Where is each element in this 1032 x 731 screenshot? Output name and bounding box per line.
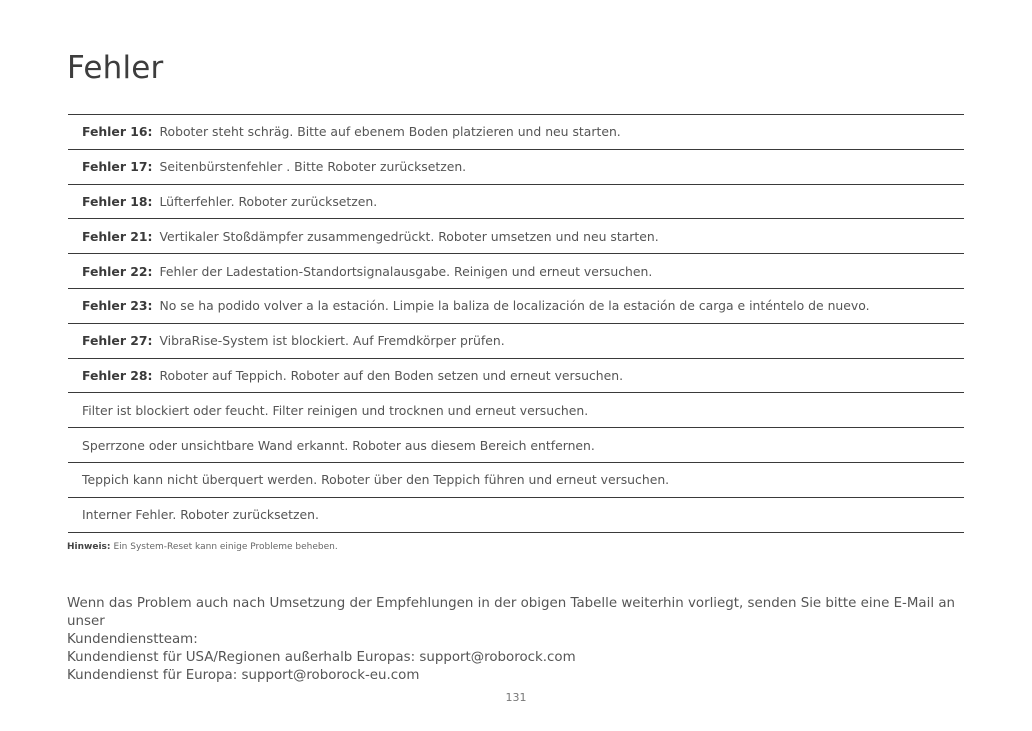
support-line-europe: Kundendienst für Europa: support@roborock-eu.com xyxy=(67,668,420,683)
error-description: Roboter steht schräg. Bitte auf ebenem Boden platzieren und neu starten. xyxy=(159,124,621,140)
error-description: Teppich kann nicht überquert werden. Roboter über den Teppich führen und erneut versuchen. xyxy=(82,472,670,488)
table-row xyxy=(68,498,964,533)
page-number: 131 xyxy=(505,691,527,704)
error-table xyxy=(68,114,964,533)
error-description: Fehler der Ladestation-Standortsignalausgabe. Reinigen und erneut versuchen. xyxy=(159,263,653,279)
table-row xyxy=(68,115,964,150)
support-line: Wenn das Problem auch nach Umsetzung der Empfehlungen in der obigen Tabelle weiterhin vorliegt, senden Sie bitte eine E-Mail an unser xyxy=(67,596,956,629)
table-row xyxy=(68,359,964,394)
error-description: Filter ist blockiert oder feucht. Filter reinigen und trocknen und erneut versuchen. xyxy=(82,402,589,418)
note-label: Hinweis: xyxy=(67,542,111,552)
error-code: Fehler 18: xyxy=(82,193,153,209)
error-code: Fehler 23: xyxy=(82,298,153,314)
table-row xyxy=(68,289,964,324)
error-description: Roboter auf Teppich. Roboter auf den Boden setzen und erneut versuchen. xyxy=(159,367,624,383)
error-code: Fehler 22: xyxy=(82,263,153,279)
error-code: Fehler 17: xyxy=(82,159,153,175)
table-row xyxy=(68,324,964,359)
support-line: Kundendienstteam: xyxy=(67,632,198,647)
table-row xyxy=(68,150,964,185)
table-row xyxy=(68,428,964,463)
error-description: Interner Fehler. Roboter zurücksetzen. xyxy=(82,507,319,523)
note-text: Ein System-Reset kann einige Probleme beheben. xyxy=(113,542,338,552)
support-paragraph xyxy=(67,595,967,685)
table-row xyxy=(68,254,964,289)
error-description: Vertikaler Stoßdämpfer zusammengedrückt. Roboter umsetzen und neu starten. xyxy=(159,228,659,244)
table-row xyxy=(68,219,964,254)
table-row xyxy=(68,393,964,428)
error-description: VibraRise-System ist blockiert. Auf Fremdkörper prüfen. xyxy=(159,333,505,349)
error-code: Fehler 21: xyxy=(82,228,153,244)
error-description: No se ha podido volver a la estación. Limpie la baliza de localización de la estación de carga e inténtelo de nuevo. xyxy=(159,298,870,314)
error-code: Fehler 28: xyxy=(82,367,153,383)
error-description: Lüfterfehler. Roboter zurücksetzen. xyxy=(159,193,378,209)
table-row xyxy=(68,185,964,220)
error-code: Fehler 27: xyxy=(82,333,153,349)
table-row xyxy=(68,463,964,498)
error-description: Seitenbürstenfehler . Bitte Roboter zurücksetzen. xyxy=(159,159,467,175)
error-description: Sperrzone oder unsichtbare Wand erkannt. Roboter aus diesem Bereich entfernen. xyxy=(82,437,595,453)
page-title: Fehler xyxy=(67,50,164,86)
error-code: Fehler 16: xyxy=(82,124,153,140)
support-line-usa: Kundendienst für USA/Regionen außerhalb Europas: support@roborock.com xyxy=(67,650,576,665)
note xyxy=(67,542,338,552)
